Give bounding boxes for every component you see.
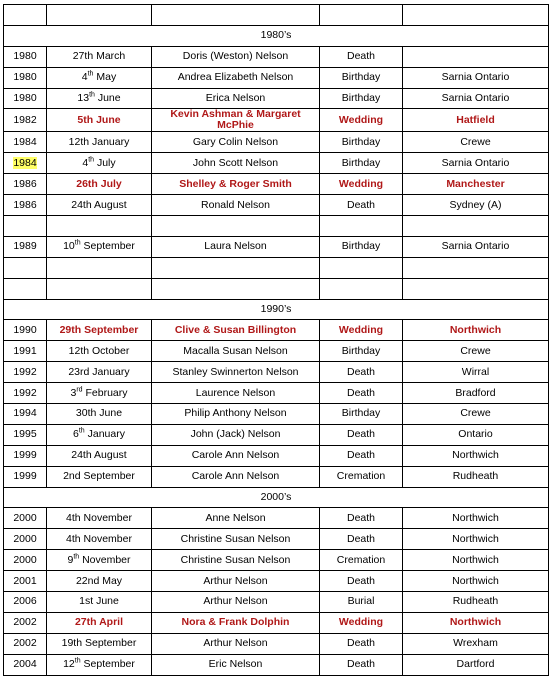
- date-cell: 22nd May: [47, 571, 152, 592]
- section-header-1980s: [4, 25, 549, 46]
- year-cell: 2004: [4, 654, 47, 675]
- date-cell: 9th November: [47, 550, 152, 571]
- empty-cell: [152, 278, 320, 299]
- table-row: [4, 424, 549, 445]
- event-cell: Death: [320, 571, 403, 592]
- event-cell: Birthday: [320, 88, 403, 109]
- table-row: [4, 132, 549, 153]
- empty-cell: [4, 216, 47, 237]
- empty-cell: [152, 257, 320, 278]
- event-cell: Death: [320, 46, 403, 67]
- name-cell: Erica Nelson: [152, 88, 320, 109]
- event-cell: Birthday: [320, 236, 403, 257]
- name-cell: Ronald Nelson: [152, 195, 320, 216]
- table-row-wedding: [4, 320, 549, 341]
- year-cell: 2002: [4, 633, 47, 654]
- event-cell: Death: [320, 383, 403, 404]
- place-cell: Northwich: [403, 612, 549, 633]
- table-row: [4, 383, 549, 404]
- year-cell: [4, 153, 47, 174]
- date-cell: 2nd September: [47, 466, 152, 487]
- event-cell: Death: [320, 362, 403, 383]
- table-row-wedding: [4, 612, 549, 633]
- place-cell: [403, 46, 549, 67]
- table-row: [4, 404, 549, 425]
- date-cell: 30th June: [47, 404, 152, 425]
- name-cell: Carole Ann Nelson: [152, 466, 320, 487]
- empty-cell: [403, 216, 549, 237]
- year-cell: 1986: [4, 174, 47, 195]
- date-cell: 1st June: [47, 592, 152, 613]
- event-cell: Cremation: [320, 466, 403, 487]
- empty-cell: [320, 278, 403, 299]
- year-cell: 1986: [4, 195, 47, 216]
- table-row: [4, 362, 549, 383]
- place-cell: Sarnia Ontario: [403, 153, 549, 174]
- event-cell: Wedding: [320, 612, 403, 633]
- name-cell: Christine Susan Nelson: [152, 529, 320, 550]
- year-cell: 1999: [4, 466, 47, 487]
- event-cell: Wedding: [320, 174, 403, 195]
- year-cell: 1989: [4, 236, 47, 257]
- blank-row: [4, 278, 549, 299]
- table-row: [4, 654, 549, 675]
- place-cell: Ontario: [403, 424, 549, 445]
- empty-cell: [4, 257, 47, 278]
- date-cell: 4th May: [47, 67, 152, 88]
- table-row: [4, 88, 549, 109]
- name-cell: Arthur Nelson: [152, 571, 320, 592]
- name-cell: John Scott Nelson: [152, 153, 320, 174]
- section-label: 1980’s: [4, 25, 549, 46]
- name-cell: John (Jack) Nelson: [152, 424, 320, 445]
- highlighted-year: 1984: [13, 156, 37, 169]
- year-cell: 1980: [4, 46, 47, 67]
- place-cell: Bradford: [403, 383, 549, 404]
- place-cell: Sarnia Ontario: [403, 67, 549, 88]
- name-cell: Christine Susan Nelson: [152, 550, 320, 571]
- year-cell: 2000: [4, 529, 47, 550]
- table-row: [4, 529, 549, 550]
- empty-cell: [152, 5, 320, 26]
- place-cell: Northwich: [403, 320, 549, 341]
- place-cell: Hatfield: [403, 109, 549, 132]
- event-cell: Death: [320, 529, 403, 550]
- blank-row: [4, 5, 549, 26]
- year-cell: 1984: [4, 132, 47, 153]
- date-cell: 27th March: [47, 46, 152, 67]
- section-label: 2000’s: [4, 487, 549, 508]
- table-row: [4, 153, 549, 174]
- table-row: [4, 571, 549, 592]
- year-cell: 1991: [4, 341, 47, 362]
- place-cell: Sarnia Ontario: [403, 88, 549, 109]
- event-cell: Death: [320, 195, 403, 216]
- date-cell: 4th November: [47, 508, 152, 529]
- date-cell: 24th August: [47, 445, 152, 466]
- name-cell: Doris (Weston) Nelson: [152, 46, 320, 67]
- place-cell: Wrexham: [403, 633, 549, 654]
- name-cell: Shelley & Roger Smith: [152, 174, 320, 195]
- section-header-1990s: [4, 299, 549, 320]
- event-cell: Birthday: [320, 341, 403, 362]
- empty-cell: [320, 216, 403, 237]
- table-row-wedding: [4, 109, 549, 132]
- place-cell: Crewe: [403, 404, 549, 425]
- empty-cell: [47, 216, 152, 237]
- year-cell: 1992: [4, 362, 47, 383]
- empty-cell: [403, 5, 549, 26]
- year-cell: 1992: [4, 383, 47, 404]
- name-cell: Gary Colin Nelson: [152, 132, 320, 153]
- name-cell: Clive & Susan Billington: [152, 320, 320, 341]
- date-cell: 13th June: [47, 88, 152, 109]
- empty-cell: [403, 257, 549, 278]
- name-cell: Arthur Nelson: [152, 633, 320, 654]
- blank-row: [4, 216, 549, 237]
- year-cell: 1990: [4, 320, 47, 341]
- place-cell: Northwich: [403, 550, 549, 571]
- place-cell: Northwich: [403, 445, 549, 466]
- name-cell: Kevin Ashman & Margaret McPhie: [152, 109, 320, 132]
- event-cell: Death: [320, 508, 403, 529]
- place-cell: Crewe: [403, 341, 549, 362]
- table-row: [4, 592, 549, 613]
- table-row: [4, 508, 549, 529]
- name-cell: Eric Nelson: [152, 654, 320, 675]
- name-cell: Anne Nelson: [152, 508, 320, 529]
- empty-cell: [47, 278, 152, 299]
- year-cell: 1982: [4, 109, 47, 132]
- blank-row: [4, 257, 549, 278]
- date-cell: 3rd February: [47, 383, 152, 404]
- event-cell: Death: [320, 424, 403, 445]
- table-row: [4, 67, 549, 88]
- event-cell: Wedding: [320, 109, 403, 132]
- date-cell: 12th September: [47, 654, 152, 675]
- table-body: [4, 5, 549, 676]
- empty-cell: [403, 278, 549, 299]
- name-cell: Nora & Frank Dolphin: [152, 612, 320, 633]
- date-cell: 23rd January: [47, 362, 152, 383]
- place-cell: Sydney (A): [403, 195, 549, 216]
- year-cell: 2001: [4, 571, 47, 592]
- year-cell: 1980: [4, 88, 47, 109]
- year-cell: 1980: [4, 67, 47, 88]
- date-cell: 12th October: [47, 341, 152, 362]
- empty-cell: [47, 257, 152, 278]
- date-cell: 26th July: [47, 174, 152, 195]
- empty-cell: [320, 257, 403, 278]
- event-cell: Wedding: [320, 320, 403, 341]
- table-row: [4, 633, 549, 654]
- table-row-wedding: [4, 174, 549, 195]
- place-cell: Sarnia Ontario: [403, 236, 549, 257]
- place-cell: Dartford: [403, 654, 549, 675]
- name-cell: Stanley Swinnerton Nelson: [152, 362, 320, 383]
- name-cell: Laurence Nelson: [152, 383, 320, 404]
- date-cell: 29th September: [47, 320, 152, 341]
- year-cell: 2006: [4, 592, 47, 613]
- event-cell: Burial: [320, 592, 403, 613]
- family-events-table: [3, 4, 549, 676]
- table-row: [4, 550, 549, 571]
- name-cell: Andrea Elizabeth Nelson: [152, 67, 320, 88]
- date-cell: 19th September: [47, 633, 152, 654]
- table-row: [4, 195, 549, 216]
- empty-cell: [4, 5, 47, 26]
- place-cell: Rudheath: [403, 466, 549, 487]
- date-cell: 24th August: [47, 195, 152, 216]
- name-cell: Philip Anthony Nelson: [152, 404, 320, 425]
- year-cell: 2000: [4, 508, 47, 529]
- name-cell: Macalla Susan Nelson: [152, 341, 320, 362]
- table-row: [4, 466, 549, 487]
- place-cell: Crewe: [403, 132, 549, 153]
- place-cell: Wirral: [403, 362, 549, 383]
- event-cell: Death: [320, 633, 403, 654]
- event-cell: Birthday: [320, 404, 403, 425]
- empty-cell: [4, 278, 47, 299]
- table-row: [4, 46, 549, 67]
- event-cell: Birthday: [320, 132, 403, 153]
- date-cell: 6th January: [47, 424, 152, 445]
- empty-cell: [47, 5, 152, 26]
- place-cell: Northwich: [403, 508, 549, 529]
- section-label: 1990’s: [4, 299, 549, 320]
- event-cell: Birthday: [320, 153, 403, 174]
- year-cell: 1995: [4, 424, 47, 445]
- event-cell: Death: [320, 654, 403, 675]
- table-row: [4, 236, 549, 257]
- year-cell: 2000: [4, 550, 47, 571]
- date-cell: 12th January: [47, 132, 152, 153]
- date-cell: 4th July: [47, 153, 152, 174]
- empty-cell: [152, 216, 320, 237]
- date-cell: 27th April: [47, 612, 152, 633]
- date-cell: 10th September: [47, 236, 152, 257]
- year-cell: 1994: [4, 404, 47, 425]
- name-cell: Carole Ann Nelson: [152, 445, 320, 466]
- year-cell: 2002: [4, 612, 47, 633]
- place-cell: Manchester: [403, 174, 549, 195]
- place-cell: Northwich: [403, 529, 549, 550]
- event-cell: Cremation: [320, 550, 403, 571]
- table-row: [4, 445, 549, 466]
- name-cell: Laura Nelson: [152, 236, 320, 257]
- event-cell: Birthday: [320, 67, 403, 88]
- year-cell: 1999: [4, 445, 47, 466]
- section-header-2000s: [4, 487, 549, 508]
- table-row: [4, 341, 549, 362]
- name-cell: Arthur Nelson: [152, 592, 320, 613]
- date-cell: 4th November: [47, 529, 152, 550]
- empty-cell: [320, 5, 403, 26]
- event-cell: Death: [320, 445, 403, 466]
- date-cell: 5th June: [47, 109, 152, 132]
- place-cell: Rudheath: [403, 592, 549, 613]
- place-cell: Northwich: [403, 571, 549, 592]
